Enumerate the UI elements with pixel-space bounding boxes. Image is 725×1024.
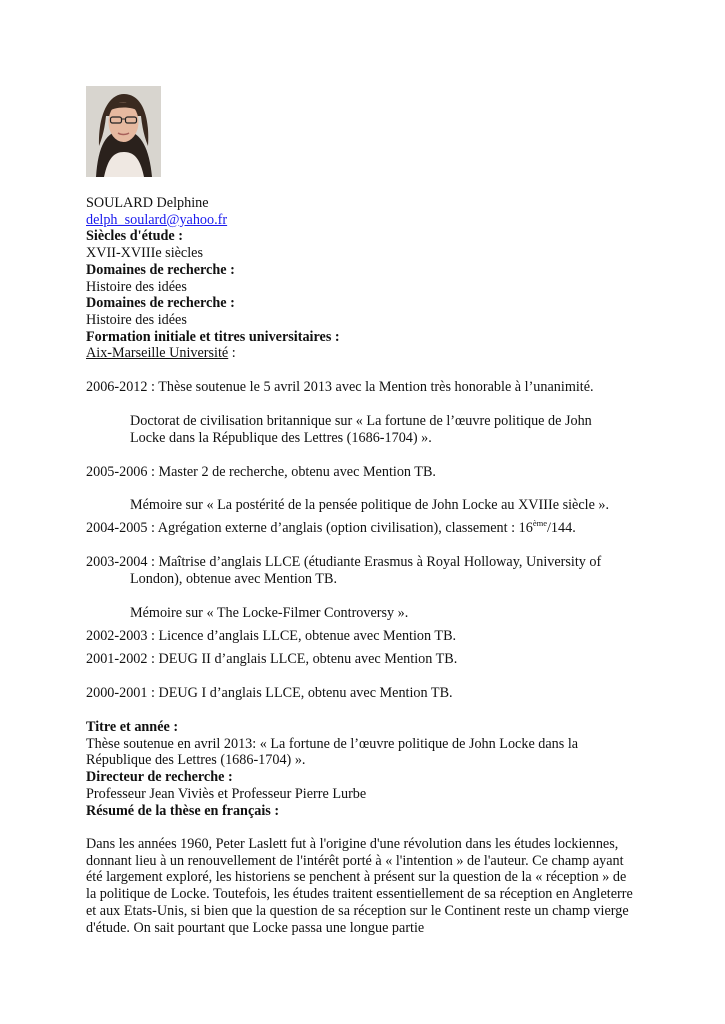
doctorat-description: Doctorat de civilisation britannique sur « La fortune de l’œuvre politique de John Locke dans la République des Lettres (1686-1704) ». [130, 413, 592, 446]
siecles-value: XVII-XVIIIe siècles [86, 245, 203, 262]
directeur-value: Professeur Jean Viviès et Professeur Pierre Lurbe [86, 785, 367, 802]
timeline-2005-2006: 2005-2006 : Master 2 de recherche, obtenu avec Mention TB. [86, 464, 436, 480]
timeline-entry-6 [86, 651, 646, 668]
domaines-value: Histoire des idées [86, 278, 187, 295]
timeline-2006-2012: 2006-2012 : Thèse soutenue le 5 avril 2013 avec la Mention très honorable à l’unanimité. [86, 379, 594, 395]
timeline-entry-3 [86, 520, 646, 537]
domaines-heading: Domaines de recherche : [86, 261, 235, 278]
person-name: SOULARD Delphine [86, 195, 209, 211]
timeline-2000-2001: 2000-2001 : DEUG I d’anglais LLCE, obtenu avec Mention TB. [86, 685, 453, 701]
timeline-entry-4 [86, 554, 626, 587]
resume-text: Dans les années 1960, Peter Laslett fut à l'origine d'une révolution dans les études lockiennes, donnant lieu à un renouvellement de l'intérêt porté à « l'intention » de l'auteur. Ce champ ayant été largement exploré, les historiens se penchent à présent sur la question de la « réception » de la politique de Locke. Toutefois, les études traitent essentiellement de sa réception en Angleterre et aux Etats-Unis, si bien que la question de sa réception sur le Continent reste un champ vierge d'étude. On sait pourtant que Locke passa une longue partie [86, 836, 633, 936]
thesis-section [86, 719, 606, 819]
directeur-heading: Directeur de recherche : [86, 769, 233, 786]
rank-suffix: ème [532, 518, 547, 528]
resume-section [86, 836, 638, 936]
university-suffix: : [228, 345, 236, 362]
timeline-2003-2004: 2003-2004 : Maîtrise d’anglais LLCE (étudiante Erasmus à Royal Holloway, University of London), obtenue avec Mention TB. [86, 554, 602, 587]
university-line [86, 345, 646, 362]
timeline-detail-4 [86, 605, 646, 622]
timeline-entry-5 [86, 628, 646, 645]
timeline-entry-1 [86, 379, 646, 396]
timeline-detail-2 [86, 497, 666, 514]
maitrise-memoire: Mémoire sur « The Locke-Filmer Controversy ». [130, 605, 409, 621]
timeline-entry-2 [86, 464, 646, 481]
profile-header [86, 195, 646, 362]
domaines-heading-2: Domaines de recherche : [86, 295, 235, 312]
timeline-entry-7 [86, 685, 646, 702]
titre-heading: Titre et année : [86, 719, 179, 735]
university-name: Aix-Marseille Université [86, 345, 229, 362]
resume-heading: Résumé de la thèse en français : [86, 802, 280, 819]
titre-value: Thèse soutenue en avril 2013: « La fortune de l’œuvre politique de John Locke dans la République des Lettres (1686-1704) ». [86, 735, 579, 769]
timeline-detail-1 [86, 413, 621, 446]
timeline-2002-2003: 2002-2003 : Licence d’anglais LLCE, obtenue avec Mention TB. [86, 628, 457, 644]
master-memoire: Mémoire sur « La postérité de la pensée politique de John Locke au XVIIIe siècle ». [130, 497, 610, 513]
formation-heading: Formation initiale et titres universitaires : [86, 328, 340, 345]
siecles-heading: Siècles d'étude : [86, 228, 183, 245]
domaines-value-2: Histoire des idées [86, 311, 187, 328]
agregation-text: 2004-2005 : Agrégation externe d’anglais (option civilisation), classement : 16 [86, 520, 533, 536]
timeline-2001-2002: 2001-2002 : DEUG II d’anglais LLCE, obtenu avec Mention TB. [86, 651, 458, 667]
timeline-2004-2005 [86, 520, 646, 537]
profile-photo [86, 86, 161, 177]
email-link[interactable]: delph_soulard@yahoo.fr [86, 211, 228, 228]
rank-total: /144. [546, 520, 576, 536]
